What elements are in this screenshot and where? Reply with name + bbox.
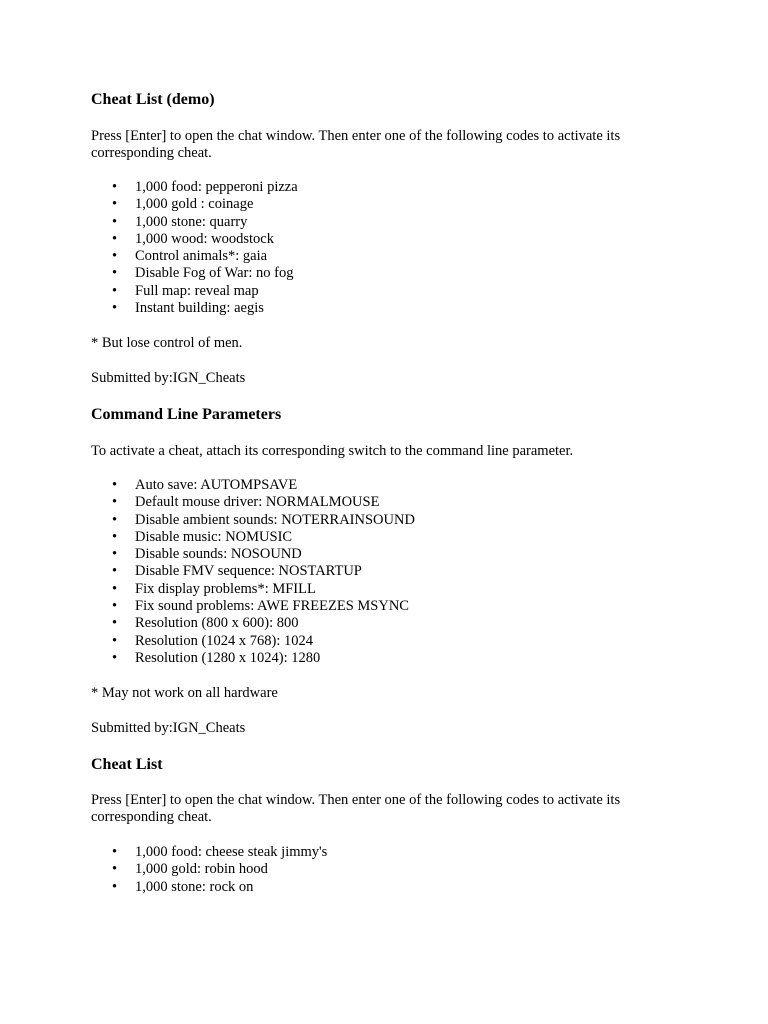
section-intro-line: Press [Enter] to open the chat window. Then enter one of the following codes to activate its <box>91 128 621 144</box>
section-heading-cheat-list-demo: Cheat List (demo) <box>91 91 215 108</box>
list-item: • 1,000 stone: quarry <box>91 214 691 231</box>
list-item: • 1,000 gold : coinage <box>91 196 691 213</box>
list-item: • Fix sound problems: AWE FREEZES MSYNC <box>91 598 691 615</box>
section-heading-command-line-parameters: Command Line Parameters <box>91 406 282 423</box>
command-line-list <box>91 477 691 667</box>
section-intro-line: Press [Enter] to open the chat window. Then enter one of the following codes to activate its <box>91 792 621 808</box>
list-item: • 1,000 gold: robin hood <box>91 861 691 878</box>
section-intro-line: corresponding cheat. <box>91 809 212 825</box>
section-heading-cheat-list: Cheat List <box>91 756 163 773</box>
list-item: • Full map: reveal map <box>91 283 691 300</box>
list-item: • 1,000 wood: woodstock <box>91 231 691 248</box>
list-item: • Default mouse driver: NORMALMOUSE <box>91 494 691 511</box>
list-item: • Auto save: AUTOMPSAVE <box>91 477 691 494</box>
list-item: • Disable sounds: NOSOUND <box>91 546 691 563</box>
list-item: • Fix display problems*: MFILL <box>91 581 691 598</box>
list-item: • Disable music: NOMUSIC <box>91 529 691 546</box>
list-item: • Resolution (1280 x 1024): 1280 <box>91 650 691 667</box>
list-item: • 1,000 food: cheese steak jimmy's <box>91 844 691 861</box>
list-item: • Resolution (1024 x 768): 1024 <box>91 633 691 650</box>
list-item: • Disable Fog of War: no fog <box>91 265 691 282</box>
cheat-list-demo <box>91 179 691 317</box>
submitted-by: Submitted by:IGN_Cheats <box>91 370 246 386</box>
cheat-list <box>91 844 691 896</box>
list-item: • Disable FMV sequence: NOSTARTUP <box>91 563 691 580</box>
footnote: * But lose control of men. <box>91 335 243 351</box>
section-intro-line: To activate a cheat, attach its corresponding switch to the command line parameter. <box>91 443 574 459</box>
list-item: • Resolution (800 x 600): 800 <box>91 615 691 632</box>
list-item: • Instant building: aegis <box>91 300 691 317</box>
list-item: • 1,000 stone: rock on <box>91 879 691 896</box>
list-item: • Control animals*: gaia <box>91 248 691 265</box>
footnote: * May not work on all hardware <box>91 685 278 701</box>
section-intro-line: corresponding cheat. <box>91 145 212 161</box>
list-item: • Disable ambient sounds: NOTERRAINSOUND <box>91 512 691 529</box>
list-item: • 1,000 food: pepperoni pizza <box>91 179 691 196</box>
submitted-by: Submitted by:IGN_Cheats <box>91 720 246 736</box>
